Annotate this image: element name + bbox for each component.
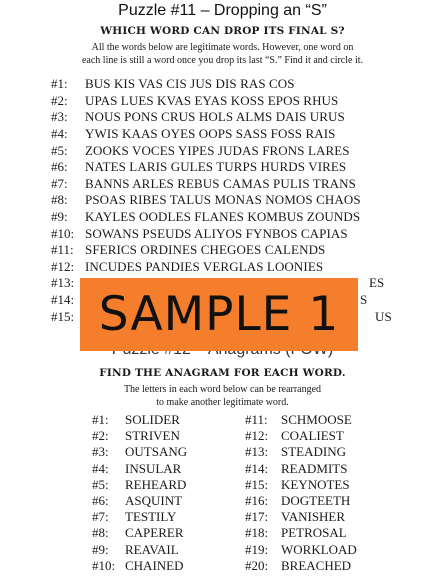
row-number: #2:: [51, 92, 68, 108]
item-number: #14:: [245, 460, 269, 476]
item-number: #12:: [245, 428, 269, 444]
row-number: #6:: [51, 159, 68, 175]
row-words: UPAS LUES KVAS EYAS KOSS EPOS RHUS: [85, 92, 339, 108]
anagram-item: [245, 477, 357, 493]
item-word: DOGTEETH: [281, 493, 351, 509]
row-words: INCUDES PANDIES VERGLAS LOONIES: [85, 258, 324, 274]
intro-line: All the words below are legitimate words. However, one word on: [91, 42, 354, 53]
anagram-item: [92, 542, 187, 558]
item-number: #4:: [92, 460, 109, 476]
sample-watermark: [80, 278, 358, 351]
item-number: #6:: [92, 493, 109, 509]
item-word: OUTSANG: [125, 444, 188, 460]
row-words: NOUS PONS CRUS HOLS ALMS DAIS URUS: [85, 109, 345, 125]
anagram-item: [92, 428, 187, 444]
item-word: COALIEST: [281, 428, 344, 444]
anagram-item: [92, 493, 187, 509]
item-number: #13:: [245, 444, 269, 460]
sample-watermark-text: SAMPLE 1: [98, 287, 340, 342]
word-row: [51, 109, 431, 126]
anagram-item: [92, 525, 187, 541]
word-row: [51, 126, 431, 143]
item-number: #3:: [92, 444, 109, 460]
anagram-item: [245, 428, 357, 444]
item-word: REAVAIL: [125, 541, 179, 557]
item-word: VANISHER: [281, 509, 346, 525]
anagram-item: [245, 412, 357, 428]
item-number: #16:: [245, 493, 269, 509]
anagram-item: [245, 444, 357, 460]
row-words: YWIS KAAS OYES OOPS SASS FOSS RAIS: [85, 126, 336, 142]
row-words: S: [360, 292, 368, 308]
anagram-item: [92, 558, 187, 574]
item-number: #1:: [92, 412, 109, 428]
item-word: READMITS: [281, 460, 348, 476]
row-words: BANNS ARLES REBUS CAMAS PULIS TRANS: [85, 175, 356, 191]
anagram-item: [245, 509, 357, 525]
word-row: [51, 159, 431, 176]
row-words: ZOOKS VOCES YIPES JUDAS FRONS LARES: [85, 142, 350, 158]
word-row: [51, 142, 431, 159]
intro-line: each line is still a word once you drop its last “S.” Find it and circle it.: [81, 55, 364, 66]
row-words: ES: [369, 275, 385, 291]
row-words: PSOAS RIBES TALUS MONAS NOMOS CHAOS: [85, 192, 361, 208]
puzzle-11-title: Puzzle #11 – Dropping an “S”: [118, 2, 327, 19]
anagram-list-right: [245, 412, 357, 574]
anagram-list-left: [92, 412, 187, 574]
item-number: #8:: [92, 525, 109, 541]
anagram-item: [245, 542, 357, 558]
item-number: #17:: [245, 509, 269, 525]
row-number: #12:: [51, 258, 75, 274]
row-number: #4:: [51, 126, 68, 142]
row-number: #14:: [51, 292, 75, 308]
item-word: CAPERER: [125, 525, 184, 541]
item-number: #5:: [92, 476, 109, 492]
row-number: #10:: [51, 225, 75, 241]
anagram-item: [245, 493, 357, 509]
puzzle-12-intro: [14, 383, 431, 409]
item-word: SCHMOOSE: [281, 412, 352, 428]
row-words: US: [375, 308, 392, 324]
item-word: CHAINED: [125, 557, 184, 573]
item-word: WORKLOAD: [281, 541, 357, 557]
item-word: STEADING: [281, 444, 346, 460]
row-words: BUS KIS VAS CIS JUS DIS RAS COS: [85, 76, 295, 92]
item-word: TESTILY: [125, 509, 177, 525]
row-words: SFERICS ORDINES CHEGOES CALENDS: [85, 242, 326, 258]
item-number: #15:: [245, 476, 269, 492]
item-word: ASQUINT: [125, 493, 183, 509]
item-number: #11:: [245, 412, 268, 428]
item-number: #20:: [245, 557, 269, 573]
row-number: #11:: [51, 242, 74, 258]
word-row: [51, 209, 431, 226]
row-words: NATES LARIS GULES TURPS HURDS VIRES: [85, 159, 347, 175]
row-number: #13:: [51, 275, 75, 291]
anagram-item: [92, 461, 187, 477]
item-word: KEYNOTES: [281, 476, 350, 492]
item-number: #9:: [92, 541, 109, 557]
row-number: #1:: [51, 76, 68, 92]
item-number: #18:: [245, 525, 269, 541]
item-number: #19:: [245, 541, 269, 557]
item-number: #7:: [92, 509, 109, 525]
word-row: [51, 192, 431, 209]
item-word: INSULAR: [125, 460, 182, 476]
anagram-item: [245, 461, 357, 477]
item-word: REHEARD: [125, 476, 187, 492]
item-word: SOLIDER: [125, 412, 180, 428]
puzzle-12-heading: FIND THE ANAGRAM FOR EACH WORD.: [99, 367, 346, 379]
item-number: #10:: [92, 557, 116, 573]
word-row: [51, 225, 431, 242]
word-row: [51, 176, 431, 193]
anagram-item: [92, 477, 187, 493]
word-row: [51, 242, 431, 259]
anagram-item: [92, 412, 187, 428]
word-row: [51, 93, 431, 110]
item-word: STRIVEN: [125, 428, 180, 444]
row-number: #5:: [51, 142, 68, 158]
intro-line: The letters in each word below can be rearranged: [123, 384, 322, 395]
puzzle-11-heading: WHICH WORD CAN DROP ITS FINAL S?: [100, 25, 345, 37]
puzzle-11-intro: [14, 41, 431, 67]
row-words: KAYLES OODLES FLANES KOMBUS ZOUNDS: [85, 209, 361, 225]
item-word: PETROSAL: [281, 525, 347, 541]
row-number: #15:: [51, 308, 75, 324]
row-number: #7:: [51, 175, 68, 191]
intro-line: to make another legitimate word.: [156, 397, 289, 408]
anagram-item: [245, 525, 357, 541]
item-word: BREACHED: [281, 557, 352, 573]
anagram-item: [92, 509, 187, 525]
word-row: [51, 76, 431, 93]
row-number: #9:: [51, 209, 68, 225]
row-words: SOWANS PSEUDS ALIYOS FYNBOS CAPIAS: [85, 225, 348, 241]
anagram-item: [245, 558, 357, 574]
word-row: [51, 259, 431, 276]
row-number: #8:: [51, 192, 68, 208]
item-number: #2:: [92, 428, 109, 444]
anagram-item: [92, 444, 187, 460]
row-number: #3:: [51, 109, 68, 125]
